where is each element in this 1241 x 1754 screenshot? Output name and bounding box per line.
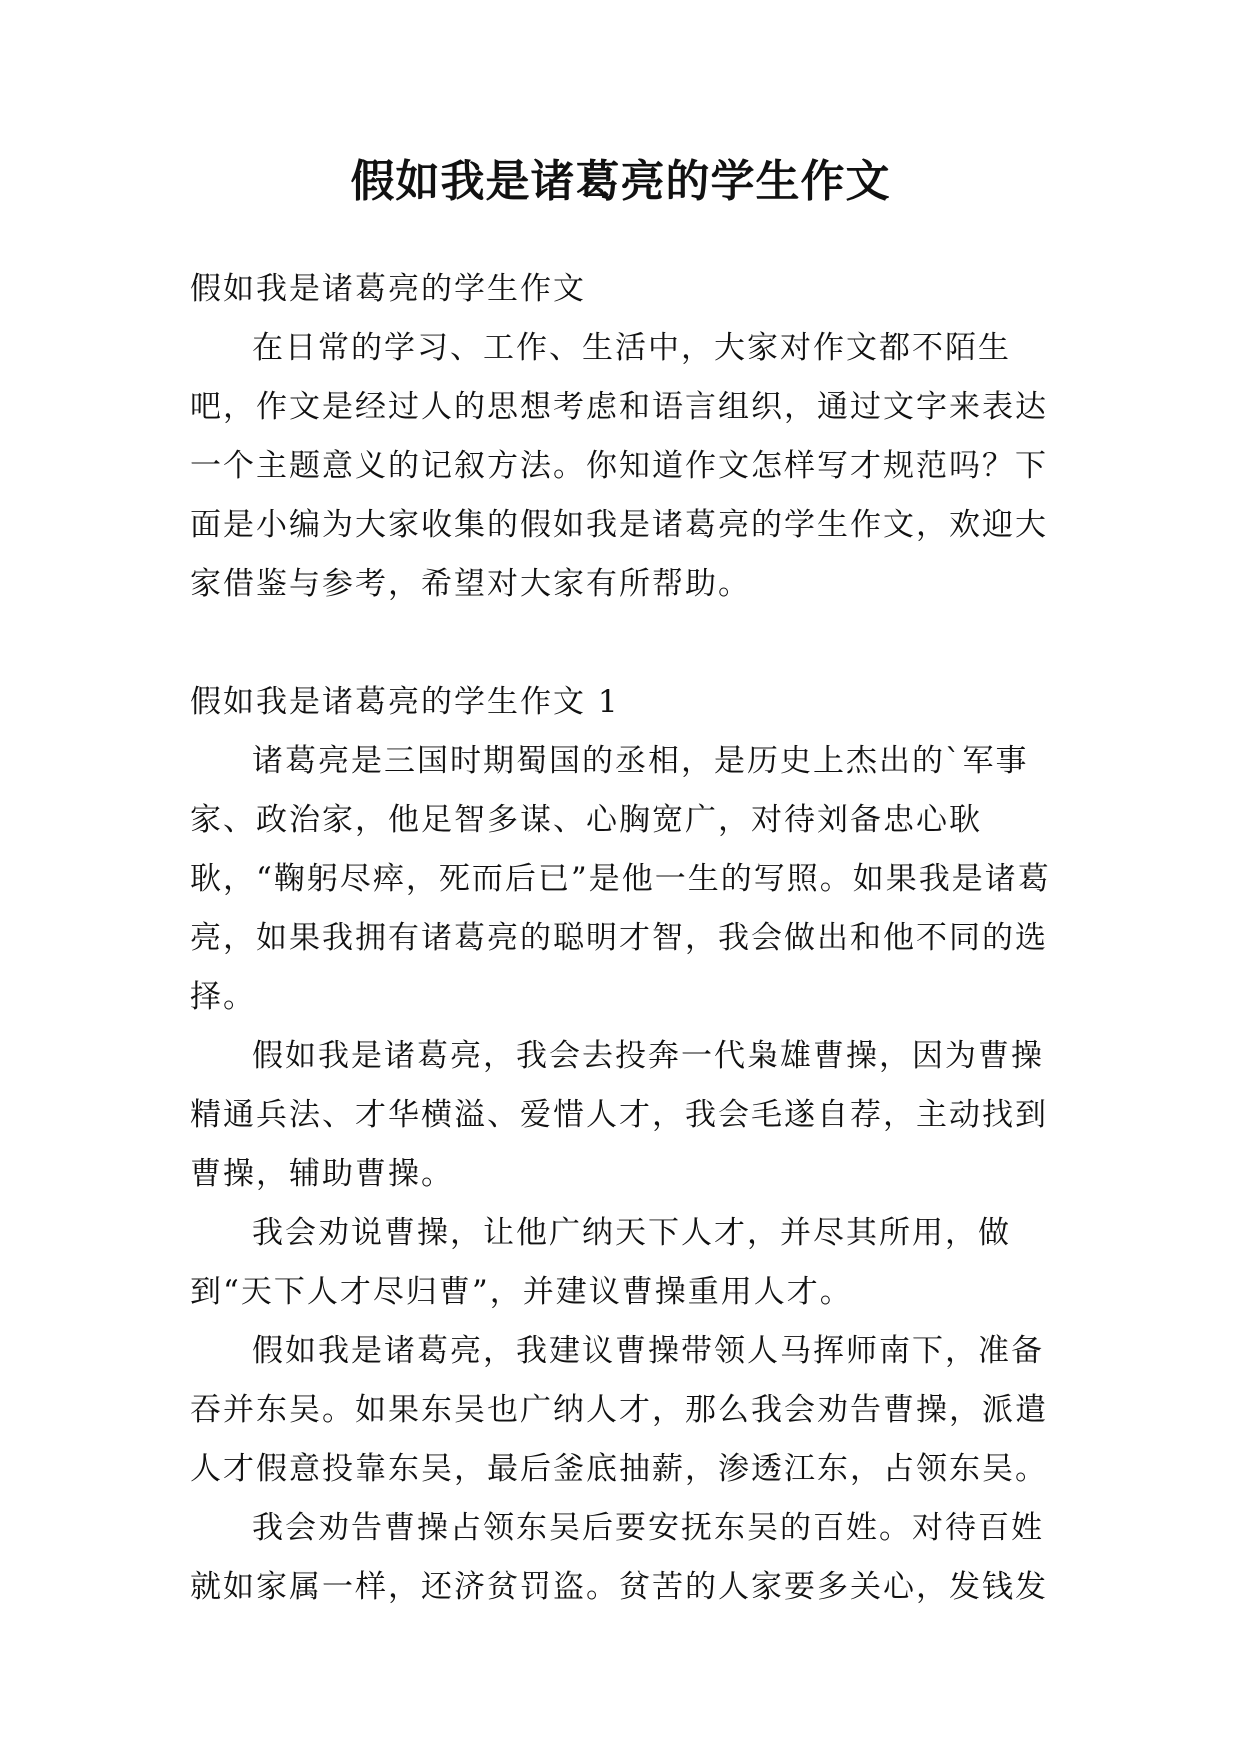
intro-heading: 假如我是诸葛亮的学生作文 (190, 271, 586, 307)
section-1-heading: 假如我是诸葛亮的学生作文 1 (190, 684, 620, 720)
section-1-paragraph-1: 诸葛亮是三国时期蜀国的丞相，是历史上杰出的`军事家、政治家，他足智多谋、心胸宽广，对待刘备忠心耿耿，“鞠躬尽瘁，死而后已”是他一生的写照。如果我是诸葛亮，如果我拥有诸葛亮的聪明才智，我会做出和他不同的选择。 (190, 743, 1051, 1015)
document-title: 假如我是诸葛亮的学生作文 (350, 156, 891, 207)
section-spacer (190, 614, 1070, 673)
section-1-paragraph-5: 我会劝告曹操占领东吴后要安抚东吴的百姓。对待百姓就如家属一样，还济贫罚盗。贫苦的人家要多关心，发钱发 (190, 1510, 1048, 1605)
section-1-paragraph-3: 我会劝说曹操，让他广纳天下人才，并尽其所用，做到“天下人才尽归曹”，并建议曹操重用人才。 (190, 1215, 1011, 1310)
intro-paragraph: 在日常的学习、工作、生活中，大家对作文都不陌生吧，作文是经过人的思想考虑和语言组织，通过文字来表达一个主题意义的记叙方法。你知道作文怎样写才规范吗？下面是小编为大家收集的假如我是诸葛亮的学生作文，欢迎大家借鉴与参考，希望对大家有所帮助。 (190, 330, 1048, 602)
section-1-paragraph-2: 假如我是诸葛亮，我会去投奔一代枭雄曹操，因为曹操精通兵法、才华横溢、爱惜人才，我会毛遂自荐，主动找到曹操，辅助曹操。 (190, 1038, 1048, 1192)
document-body (190, 260, 1070, 1617)
section-1-paragraph-4: 假如我是诸葛亮，我建议曹操带领人马挥师南下，准备吞并东吴。如果东吴也广纳人才，那么我会劝告曹操，派遣人才假意投靠东吴，最后釜底抽薪，渗透江东，占领东吴。 (190, 1333, 1048, 1487)
